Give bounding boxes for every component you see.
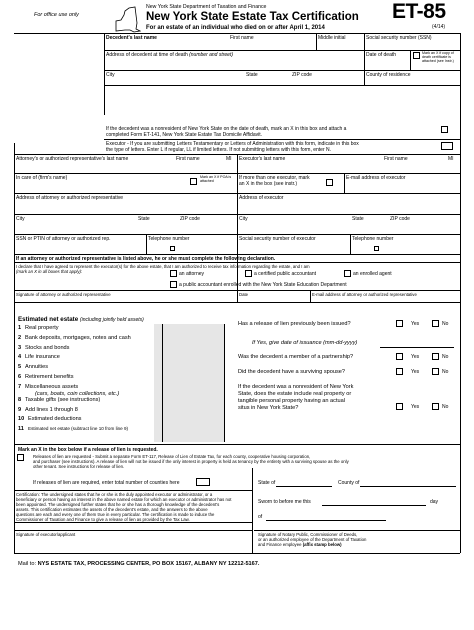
- release-requested-checkbox[interactable]: [17, 454, 24, 461]
- decedent-last-name-field[interactable]: [106, 41, 314, 50]
- net-estate-line: [18, 325, 59, 331]
- rep-phone-label: Telephone number: [148, 236, 190, 242]
- net-estate-line-label: Estimated net estate (subtract line 10 from line 9): [28, 426, 129, 432]
- rep-ssn-label: SSN or PTIN of attorney or authorized rep.: [16, 236, 111, 242]
- nonresident-property-no-checkbox[interactable]: [432, 403, 439, 410]
- net-estate-line: [18, 354, 60, 360]
- cpa-checkbox[interactable]: [245, 270, 252, 277]
- decedent-zip-label: ZIP code: [292, 72, 312, 78]
- nonresident-checkbox[interactable]: [441, 126, 448, 133]
- spouse-no-label: No: [442, 369, 449, 375]
- nonresident-property-yes-checkbox[interactable]: [396, 403, 403, 410]
- question-prior-release: Has a release of lien previously been issued?: [238, 321, 351, 327]
- certification-line: questions are each and every one of them true in every particular. The certification is made to induce the: [16, 512, 215, 517]
- multiple-executor-checkbox[interactable]: [326, 179, 333, 186]
- executor-ssn-label: Social security number of executor: [239, 236, 316, 242]
- partnership-yes-checkbox[interactable]: [396, 353, 403, 360]
- net-estate-line-label: Bank deposits, mortgages, notes and cash: [25, 334, 131, 341]
- net-estate-line-label: (cars, boats, coin collections, etc.): [35, 390, 120, 397]
- net-estate-line: [18, 397, 100, 403]
- rep-care-of-label: In care of (firm's name): [16, 175, 68, 181]
- death-certificate-note: Mark an X if copy of death certificate is attached (see Instr.): [422, 51, 454, 63]
- attorney-checkbox[interactable]: [170, 270, 177, 277]
- public-accountant-label: a public accountant enrolled with the New York State Education Department: [179, 282, 347, 288]
- partnership-no-checkbox[interactable]: [432, 353, 439, 360]
- form-subtitle: For an estate of an individual who died on or after April 1, 2014: [146, 25, 325, 31]
- rep-signature-date-label: Date: [239, 292, 249, 297]
- executor-city-label: City: [239, 216, 248, 222]
- net-estate-line: [18, 407, 78, 413]
- executor-email-label: E-mail address of executor: [346, 175, 406, 181]
- net-estate-line-number: 11: [18, 426, 24, 433]
- executor-phone-label: Telephone number: [352, 236, 394, 242]
- executor-last-name-label: Executor's last name: [239, 156, 286, 162]
- declaration-text-2: (mark an X in all boxes that apply):: [16, 269, 83, 274]
- decedent-first-name-label: First name: [230, 35, 254, 41]
- release-text-3: other tenant. See instructions for release of lien.: [33, 464, 125, 469]
- executor-phone-area-bracket: [374, 246, 379, 251]
- cpa-label: a certified public accountant: [254, 271, 316, 277]
- executor-first-name-label: First name: [384, 156, 408, 162]
- net-estate-line: [18, 345, 69, 351]
- net-estate-line-label: Stocks and bonds: [25, 344, 70, 351]
- nonresident-property-yes-label: Yes: [411, 404, 420, 410]
- net-estate-line: [18, 364, 48, 370]
- release-text-2: and purchaser (see instructions). A release of lien will not be issued if the only interest in property is held as tenancy by the entirety with a surviving spouse as the only: [33, 459, 349, 464]
- partnership-no-label: No: [442, 354, 449, 360]
- rep-phone-area-bracket: [170, 246, 175, 251]
- spouse-no-checkbox[interactable]: [432, 368, 439, 375]
- net-estate-line-number: 9: [18, 406, 22, 413]
- decedent-last-name-label: Decedent's last name: [106, 35, 157, 41]
- net-estate-line-label: Retirement benefits: [25, 374, 74, 380]
- decedent-ssn-field[interactable]: [366, 41, 458, 50]
- decedent-state-label: State: [246, 72, 258, 78]
- executor-signature-field[interactable]: [16, 522, 250, 530]
- net-estate-line: [18, 335, 131, 341]
- prior-release-no-checkbox[interactable]: [432, 320, 439, 327]
- form-id: ET-85: [392, 0, 446, 23]
- net-estate-line-label: Life insurance: [25, 354, 60, 361]
- prior-release-yes-checkbox[interactable]: [396, 320, 403, 327]
- net-estate-line-label: Taxable gifts (see instructions): [25, 396, 101, 403]
- net-estate-line-label: Annuities: [25, 364, 49, 371]
- net-estate-line-number: 1: [18, 325, 22, 331]
- decedent-address-label: Address of decedent at time of death (number and street): [106, 52, 234, 58]
- executor-signature-label: Signature of executor/applicant: [16, 532, 76, 537]
- decedent-mi-label: Middle initial: [318, 35, 346, 41]
- certification-line: Certification: The undersigned states that he or she is the duly appointed executor or administrator, or a: [16, 492, 213, 497]
- executor-letters-instruction-2: the type of letters. Enter L if regular, LL if limited letters. If not submitting letters with this form, enter N.: [106, 147, 332, 153]
- rep-state-label: State: [138, 216, 150, 222]
- spouse-yes-label: Yes: [411, 369, 420, 375]
- net-estate-line-number: 4: [18, 354, 22, 361]
- rep-signature-label: Signature of attorney or authorized representative: [16, 292, 111, 297]
- decedent-city-label: City: [106, 72, 115, 78]
- declaration-heading: If an attorney or authorized representative is listed above, he or she must complete the following declaration.: [16, 256, 276, 262]
- rep-first-name-label: First name: [176, 156, 200, 162]
- net-estate-value-column: [154, 324, 224, 442]
- nonresident-property-no-label: No: [442, 404, 449, 410]
- certification-line: been appointed. The undersigned further states that he or she has a thorough knowledge of the decedent's: [16, 502, 220, 507]
- rep-zip-label: ZIP code: [180, 216, 200, 222]
- form-title: New York State Estate Tax Certification: [146, 11, 359, 23]
- spouse-yes-checkbox[interactable]: [396, 368, 403, 375]
- release-count-label: If releases of lien are required, enter total number of counties here: [33, 480, 180, 486]
- release-heading: Mark an X in the box below if a release of lien is requested.: [18, 447, 158, 453]
- mail-to: Mail to: NYS ESTATE TAX, PROCESSING CENTER, PO BOX 15167, ALBANY NY 12212-5167.: [18, 561, 260, 567]
- net-estate-line: [18, 416, 81, 422]
- county-of-residence-label: County of residence: [366, 72, 411, 78]
- date-of-death-label: Date of death: [366, 52, 397, 58]
- notary-signature-label-3: and Finance employee (affix stamp below): [258, 542, 342, 547]
- net-estate-line-label: Miscellaneous assets: [25, 383, 79, 390]
- net-estate-line: [18, 384, 78, 390]
- decedent-ssn-label: Social security number (SSN): [366, 35, 432, 41]
- poa-attached-checkbox[interactable]: [190, 178, 197, 185]
- executor-letters-instruction-1: Executor - If you are submitting Letters Testamentary or Letters of Administration with this form, indicate in this box: [106, 141, 359, 147]
- net-estate-line-number: 2: [18, 334, 22, 341]
- rep-email-label: E-mail address of attorney or authorized representative: [312, 292, 417, 297]
- question-issue-date: If Yes, give date of issuance (mm-dd-yyyy): [252, 340, 358, 346]
- issue-date-field[interactable]: [380, 338, 454, 347]
- net-estate-line: [18, 426, 128, 432]
- nonresident-instruction-2: completed Form ET-141, New York State Estate Tax Domicile Affidavit.: [106, 132, 262, 138]
- executor-state-label: State: [352, 216, 364, 222]
- prior-release-yes-label: Yes: [411, 321, 420, 327]
- notary-state-label: State of: [258, 480, 276, 486]
- public-accountant-checkbox[interactable]: [170, 281, 177, 288]
- notary-signature-label-2: or an authorized employee of the Department of Taxation: [258, 537, 367, 542]
- notary-sworn-label: Sworn to before me this: [258, 499, 311, 505]
- office-use-label: For office use only: [34, 12, 79, 18]
- release-county-count-field[interactable]: [196, 478, 210, 486]
- rep-last-name-label: Attorney's or authorized representative's last name: [16, 156, 129, 162]
- prior-release-no-label: No: [442, 321, 449, 327]
- certification-line: Commissioner of Taxation and Finance to give a release of lien as provided by the Tax Law.: [16, 517, 190, 522]
- net-estate-line-number: 10: [18, 416, 25, 423]
- notary-signature-label-1: Signature of Notary Public, Commissioner of Deeds,: [258, 532, 358, 537]
- nys-map-icon: [113, 4, 141, 34]
- notary-of-label: of: [258, 514, 263, 520]
- form-revision: (4/14): [432, 24, 446, 30]
- question-surviving-spouse: Did the decedent have a surviving spouse?: [238, 369, 345, 375]
- rep-mi-label: MI: [226, 156, 232, 162]
- net-estate-line-label: Estimated deductions: [28, 416, 82, 423]
- question-nonresident-property: If the decedent was a nonresident of New York State, does the estate include real property or tangible personal property having an actual situs in New York State?: [238, 384, 354, 411]
- net-estate-line-label: Real property: [25, 325, 59, 331]
- net-estate-line-number: 8: [18, 396, 22, 403]
- net-estate-line-number: 3: [18, 344, 22, 351]
- certification-line: assets. This certification estimates the assets of the decedent's estate, and the answers to the above: [16, 507, 208, 512]
- nonresident-instruction-1: If the decedent was a nonresident of New York State on the date of death, mark an X in this box and attach a: [106, 126, 347, 132]
- net-estate-line-number: 7: [18, 383, 22, 390]
- net-estate-heading: Estimated net estate (including jointly held assets): [18, 316, 144, 323]
- executor-zip-label: ZIP code: [390, 216, 410, 222]
- release-text-1: Releases of lien are requested - Submit a separate Form ET-117, Release of Lien of Estate Tax, for each county, cooperative housing corporation,: [33, 454, 311, 459]
- net-estate-line: [18, 374, 74, 380]
- attorney-label: an attorney: [179, 271, 205, 277]
- question-partnership: Was the decedent a member of a partnership?: [238, 354, 354, 360]
- net-estate-line-number: 5: [18, 364, 22, 371]
- executor-mi-label: MI: [448, 156, 454, 162]
- net-estate-line-label: Add lines 1 through 8: [25, 406, 78, 413]
- executor-multiple-note: If more than one executor, mark an X in the box (see instr.): [239, 175, 310, 187]
- certification-line: beneficiary or person having an interest in the above named estate for which an executor or administrator has not: [16, 497, 232, 502]
- rep-address-label: Address of attorney or authorized representative: [16, 195, 124, 201]
- declaration-text: I declare that I have agreed to represent the executor(s) for the above estate, that I am authorized to receive tax information regarding the estate, and I am: [16, 264, 310, 269]
- enrolled-agent-label: an enrolled agent: [353, 271, 392, 277]
- letters-type-field[interactable]: [441, 142, 453, 150]
- executor-address-label: Address of executor: [239, 195, 284, 201]
- notary-day-label: day: [430, 499, 439, 505]
- notary-county-label: County of: [338, 480, 360, 486]
- death-certificate-checkbox[interactable]: [413, 52, 420, 59]
- poa-note: Mark an X if POA is attached: [200, 175, 232, 184]
- net-estate-line-number: 6: [18, 374, 22, 380]
- rep-city-label: City: [16, 216, 25, 222]
- department-name: New York State Department of Taxation and Finance: [146, 4, 267, 10]
- partnership-yes-label: Yes: [411, 354, 420, 360]
- certification-text: [16, 492, 231, 522]
- enrolled-agent-checkbox[interactable]: [344, 270, 351, 277]
